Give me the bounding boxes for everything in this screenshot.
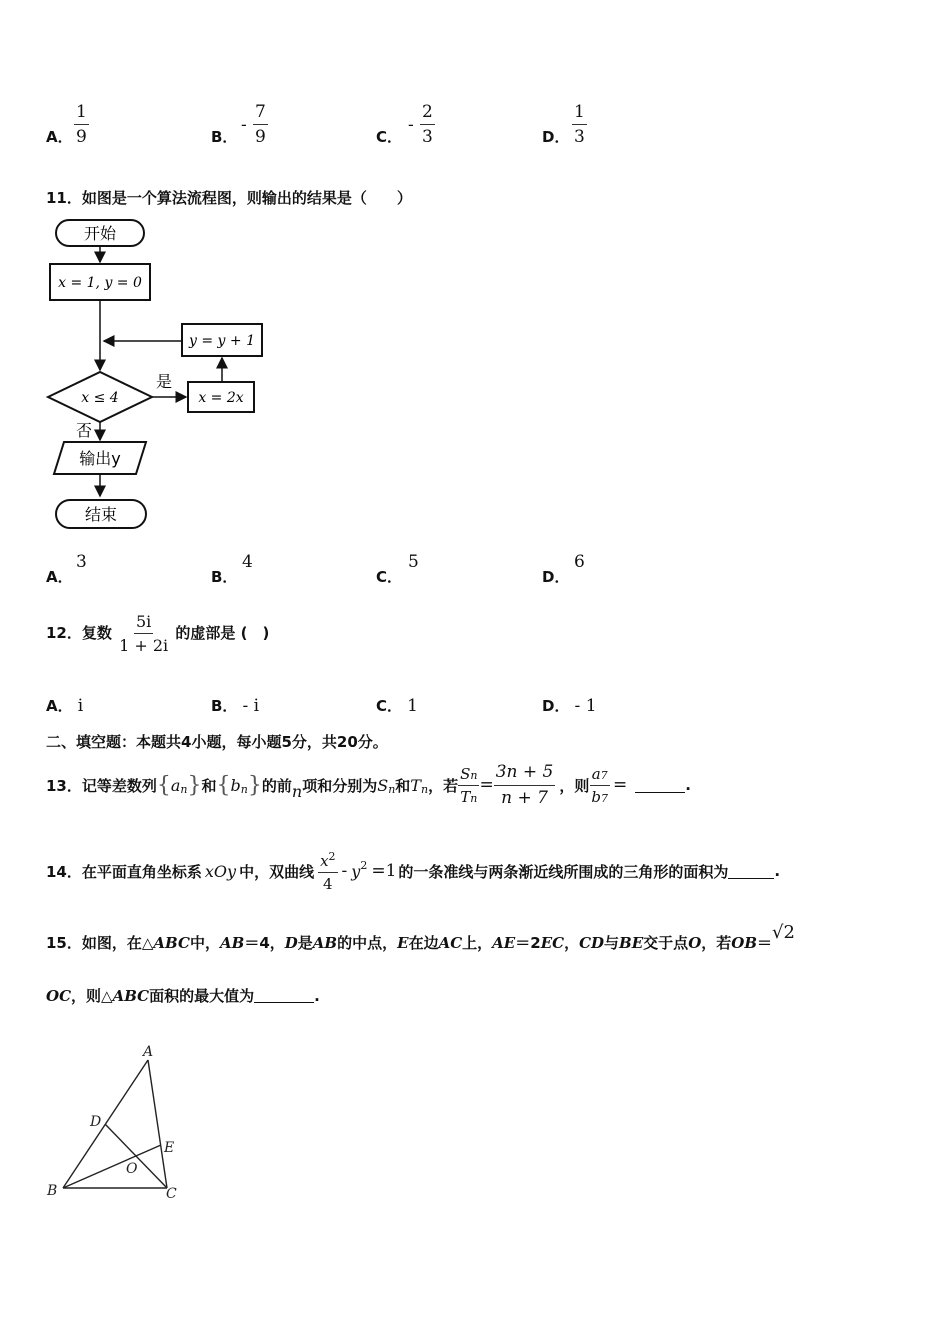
option-fraction: $\frac{1}{9}$ <box>76 102 87 148</box>
point-b-label: B <box>47 1183 58 1199</box>
q14-text: 14．在平面直角坐标系 xOy 中，双曲线 $\frac{x^2}{4}$ - y $^2$ =1 的一条准线与两条渐近线所围成的三角形的面积为 . <box>46 849 781 893</box>
segment-ac <box>148 1060 167 1188</box>
q10-options <box>46 102 646 152</box>
option-label: B． <box>211 128 238 146</box>
q13-ratio-fraction: $\frac{a7}{b7}$ <box>591 764 608 806</box>
flow-output-label: 输出y <box>79 449 121 468</box>
q11-option-a[interactable]: A． 3 <box>46 552 87 586</box>
point-a-label: A <box>143 1044 154 1060</box>
q14-fraction: $\frac{x^2}{4}$ <box>320 849 336 893</box>
flow-decision-label: x ≤ 4 <box>81 390 119 406</box>
q12-text: 12．复数 $\frac{5i}{1 + 2i}$ 的虚部是 ( ) <box>46 612 270 656</box>
q12-options <box>46 695 666 719</box>
point-d-label: D <box>90 1114 102 1130</box>
q11-text: 11．如图是一个算法流程图，则输出的结果是（ ） <box>46 189 412 207</box>
q10-option-b[interactable] <box>211 102 266 148</box>
q13-rhs-fraction: $\frac{3n + 5}{n + 7}$ <box>495 762 554 808</box>
q12-option-b[interactable]: B． - i <box>211 696 260 716</box>
q11-option-d[interactable]: D． 6 <box>542 552 585 586</box>
point-o-label: O <box>126 1161 138 1177</box>
option-fraction: $\frac{1}{3}$ <box>574 102 585 148</box>
flow-no-label: 否 <box>76 421 93 440</box>
q11-options <box>46 552 646 586</box>
q15-triangle-figure <box>40 1040 190 1210</box>
option-sign: - <box>408 115 414 135</box>
q12-option-a[interactable]: A． i <box>46 696 84 716</box>
q10-option-d[interactable] <box>542 102 585 148</box>
point-e-label: E <box>164 1140 175 1156</box>
q11-flowchart <box>40 212 280 542</box>
q15-answer-blank[interactable] <box>254 988 314 1003</box>
q12-option-c[interactable]: C． 1 <box>376 696 418 716</box>
option-fraction: $\frac{2}{3}$ <box>422 102 433 148</box>
flow-yes-label: 是 <box>156 372 173 391</box>
flow-init-label: x = 1, y = 0 <box>58 275 142 291</box>
q13-answer-blank[interactable] <box>635 778 685 793</box>
section-heading: 二、填空题：本题共4小题，每小题5分，共20分。 <box>46 733 388 751</box>
option-label: A． <box>46 128 73 146</box>
q10-option-c[interactable] <box>376 102 433 148</box>
option-label: C． <box>376 128 403 146</box>
option-label: D． <box>542 128 570 146</box>
flow-end-label: 结束 <box>84 505 118 524</box>
option-fraction: $\frac{7}{9}$ <box>255 102 266 148</box>
q15-text-line1: 15．如图，在△ ABC 中， AB ＝4， D 是 AB 的中点， E 在边 AC 上， AE ＝2 EC ， CD 与 BE 交于点 O ，若 OB ＝ √2 <box>46 922 795 952</box>
q11-option-c[interactable]: C． 5 <box>376 552 419 586</box>
q15-text-line2: OC ，则△ ABC 面积的最大值为 . <box>46 986 320 1005</box>
flow-step2-label: y = y + 1 <box>189 333 255 349</box>
q11-option-b[interactable]: B． 4 <box>211 552 253 586</box>
q12-option-d[interactable]: D． - 1 <box>542 696 597 716</box>
q13-text: 13．记等差数列 { a n } 和 { b n } 的前 n 项和分别为 S n 和 T n ，若 $\frac{Sn}{Tn}$ = $\frac{3n + 5}{n + 7}$ ，则 $\frac{a7}{b7}$ = . <box>46 762 691 808</box>
q10-option-a[interactable] <box>46 102 87 148</box>
q12-fraction: $\frac{5i}{1 + 2i}$ <box>119 612 169 656</box>
q13-lhs-fraction: $\frac{Sn}{Tn}$ <box>460 764 478 806</box>
flow-step1-label: x = 2x <box>198 390 244 406</box>
flow-start-label: 开始 <box>83 224 117 243</box>
q14-answer-blank[interactable] <box>728 864 774 879</box>
point-c-label: C <box>166 1186 177 1202</box>
option-sign: - <box>241 115 247 135</box>
